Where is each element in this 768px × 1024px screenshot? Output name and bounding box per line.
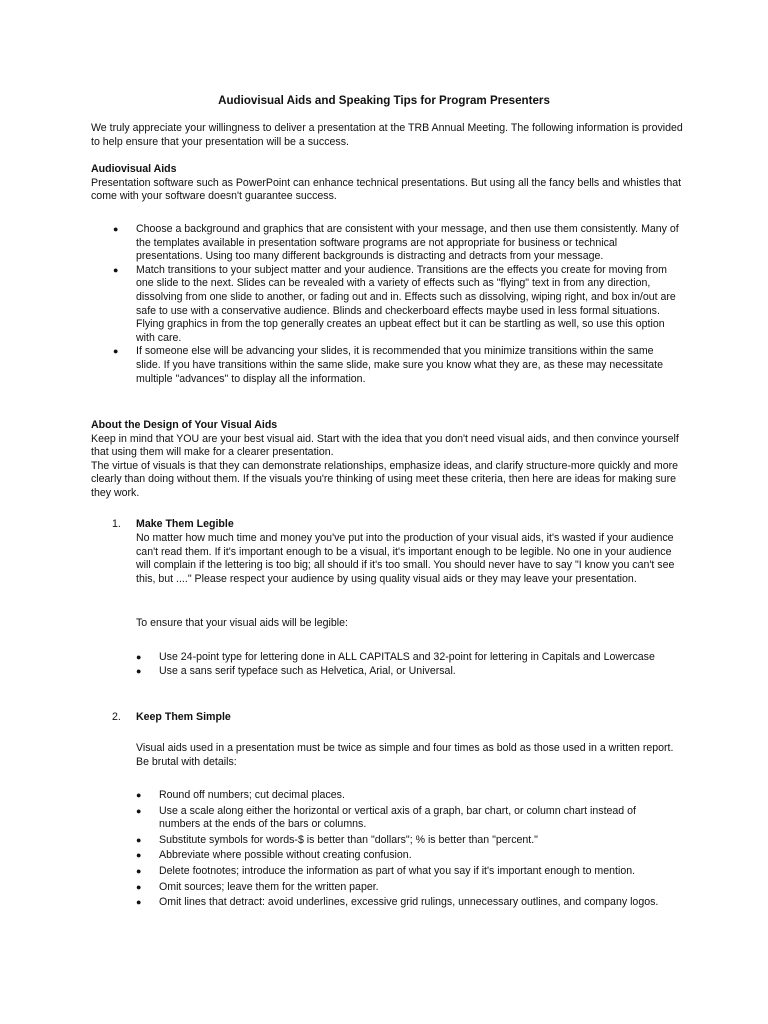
av-heading: Audiovisual Aids [91,163,177,175]
item2-number: 2. [112,711,121,723]
bullet-icon: ● [136,652,142,662]
item1-lead: To ensure that your visual aids will be legible: [136,617,348,629]
list-item [0,345,768,386]
bullet-icon: ● [136,850,142,861]
document-title: Audiovisual Aids and Speaking Tips for Program Presenters [218,94,550,107]
bullet-icon: ● [136,897,142,908]
design-body-2: The virtue of visuals is that they can demonstrate relationships, emphasize ideas, and clarify structure-more quickly and more clearly than doing without them. If the visuals you're thinking of using meet these criteria, then here are ideas for making sure they work. [91,459,679,499]
bullet-text: Omit sources; leave them for the written paper. [159,880,379,893]
bullet-text: Abbreviate where possible without creating confusion. [159,849,412,862]
list-item [0,805,768,832]
bullet-text: Round off numbers; cut decimal places. [159,789,345,801]
list-item [0,865,768,879]
bullet-icon: ● [136,834,142,845]
item1-body: No matter how much time and money you've put into the production of your visual aids, it's wasted if your audience can't read them. If it's important enough to be a visual, it's important enough to be legible. No one in your audience will complain if the lettering is too big; all should if it's too small. You should never have to say "I know you can't see this, but ...." Please respect your audience by using quality visual aids or they may leave your presentation. [136,532,675,585]
av-body: Presentation software such as PowerPoint can enhance technical presentations. But using all the fancy bells and whistles that come with your software doesn't guarantee success. [91,176,682,203]
intro-paragraph: We truly appreciate your willingness to deliver a presentation at the TRB Annual Meeting. The following information is provided to help ensure that your presentation will be a success. [91,122,683,148]
bullet-icon: ● [136,881,142,892]
bullet-icon: ● [113,264,119,275]
bullet-icon: ● [113,346,119,357]
av-bullet-list [0,223,768,386]
design-body-1: Keep in mind that YOU are your best visual aid. Start with the idea that you don't need visual aids, and then convince yourself that using them will make for a clearer presentation. [91,432,679,459]
bullet-text: Choose a background and graphics that are consistent with your message, and then use them consistently. Many of the templates available in presentation software programs are not appropriate for business or technical presentations. Using too many different backgrounds is distracting and detracts from your message. [136,223,679,263]
design-section [91,419,691,501]
item2-bullet-list [0,789,768,910]
design-heading: About the Design of Your Visual Aids [91,419,278,431]
item2-body: Visual aids used in a presentation must be twice as simple and four times as bold as those used in a written report. Be brutal with details: [136,742,674,768]
bullet-icon: ● [136,665,142,676]
list-item [0,896,768,910]
bullet-text: Omit lines that detract: avoid underlines, excessive grid rulings, unnecessary outlines, and company logos. [159,896,659,909]
list-item [0,651,768,665]
item1-title: Make Them Legible [136,518,234,530]
item1-bullet-list [0,651,768,678]
bullet-text: Use 24-point type for lettering done in ALL CAPITALS and 32-point for lettering in Capitals and Lowercase [159,651,655,663]
bullet-text: Delete footnotes; introduce the information as part of what you say if it's important enough to mention. [159,864,636,877]
list-item [0,849,768,863]
list-item [0,834,768,848]
item1-number: 1. [112,518,121,530]
list-item [0,223,768,264]
bullet-text: If someone else will be advancing your slides, it is recommended that you minimize transitions within the same slide. If you have transitions within the same slide, make sure you know what they are, as these may necessitate multiple "advances" to display all the information. [136,345,664,385]
av-section [91,163,691,204]
bullet-icon: ● [136,805,142,816]
list-item [0,789,768,803]
bullet-icon: ● [136,790,142,800]
item2-title: Keep Them Simple [136,711,231,723]
list-item [0,881,768,895]
bullet-text: Match transitions to your subject matter and your audience. Transitions are the effects you create for moving from one slide to the next. Slides can be revealed with a variety of effects such as "flying" text in from any direction, dissolving from one slide to another, or fading out and in. Effects such as dissolving, wiping right, and box in/out are safe to use with a conservative audience. Blinds and checkerboard effects maybe used in less formal situations. Flying graphics in from the top generally creates an upbeat effect but it can be startling as well, so use this option with care. [136,263,676,344]
bullet-text: Use a scale along either the horizontal or vertical axis of a graph, bar chart, or column chart instead of numbers at the ends of the bars or columns. [159,804,636,831]
list-item [0,264,768,346]
bullet-icon: ● [136,865,142,876]
list-item [0,665,768,679]
bullet-icon: ● [113,224,119,234]
bullet-text: Use a sans serif typeface such as Helvetica, Arial, or Universal. [159,664,456,677]
bullet-text: Substitute symbols for words-$ is better than "dollars"; % is better than "percent." [159,833,538,846]
